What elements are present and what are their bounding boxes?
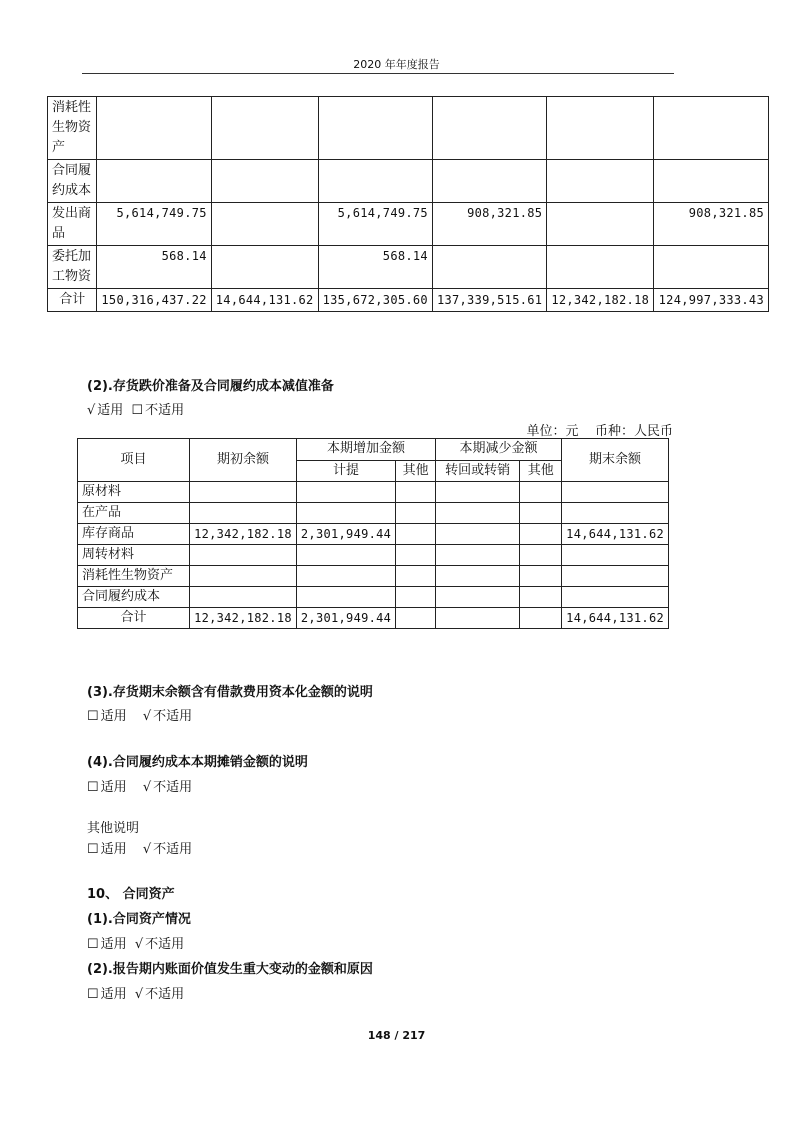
table-cell <box>562 545 669 566</box>
table-cell <box>211 203 318 246</box>
applicability-line <box>87 399 184 418</box>
table-cell <box>211 160 318 203</box>
subsection-heading: (1).合同资产情况 <box>87 912 191 927</box>
table-cell <box>396 545 436 566</box>
table-cell <box>190 482 297 503</box>
table-cell: 14,644,131.62 <box>562 524 669 545</box>
table-cell <box>97 160 211 203</box>
table-cell <box>520 482 562 503</box>
table-cell: 5,614,749.75 <box>97 203 211 246</box>
table-row <box>48 160 769 203</box>
table-row <box>78 482 669 503</box>
applicability-line <box>87 838 192 857</box>
table-cell: 908,321.85 <box>654 203 769 246</box>
table-cell <box>436 503 520 524</box>
section-heading: (4).合同履约成本本期摊销金额的说明 <box>87 755 308 770</box>
applicable-label: 适用 <box>100 987 127 1002</box>
table-cell: 908,321.85 <box>432 203 546 246</box>
table-cell: 568.14 <box>97 246 211 289</box>
table-cell <box>296 545 395 566</box>
column-header: 项目 <box>78 439 190 482</box>
table-row-total <box>78 608 669 629</box>
empty-checkbox-icon: ☐ <box>87 780 99 795</box>
table-cell: 2,301,949.44 <box>296 524 395 545</box>
impairment-provision-table <box>77 438 669 629</box>
header-divider <box>82 73 674 74</box>
applicability-line <box>87 933 184 952</box>
table-cell <box>520 566 562 587</box>
table-cell: 5,614,749.75 <box>318 203 432 246</box>
table-cell <box>547 203 654 246</box>
applicability-line <box>87 983 184 1002</box>
applicable-label: 适用 <box>100 780 127 795</box>
unit-currency-line: 单位：元 币种：人民币 <box>526 424 673 439</box>
table-cell: 150,316,437.22 <box>97 289 211 312</box>
not-applicable-label: 不适用 <box>145 937 185 952</box>
row-label: 合计 <box>78 608 190 629</box>
table-cell <box>520 587 562 608</box>
table-cell <box>436 608 520 629</box>
row-label: 周转材料 <box>78 545 190 566</box>
table-cell <box>432 160 546 203</box>
table-cell <box>432 97 546 160</box>
table-cell <box>296 566 395 587</box>
page-number: 148 / 217 <box>367 1029 426 1042</box>
not-applicable-label: 不适用 <box>145 403 185 418</box>
table-row <box>48 203 769 246</box>
table-row <box>78 566 669 587</box>
subsection-heading: (2).报告期内账面价值发生重大变动的金额和原因 <box>87 962 373 977</box>
table-cell: 14,644,131.62 <box>211 289 318 312</box>
empty-checkbox-icon: ☐ <box>87 842 99 857</box>
other-notes-label: 其他说明 <box>87 821 140 836</box>
table-cell <box>318 97 432 160</box>
table-cell <box>190 545 297 566</box>
inventory-balance-table <box>47 96 769 312</box>
table-row <box>78 503 669 524</box>
applicability-line <box>87 705 192 724</box>
table-cell <box>520 503 562 524</box>
table-row <box>78 545 669 566</box>
table-cell <box>436 587 520 608</box>
row-label: 消耗性生物资产 <box>78 566 190 587</box>
table-cell <box>654 160 769 203</box>
column-header: 本期增加金额 <box>296 439 435 461</box>
table-cell <box>547 160 654 203</box>
table-cell: 137,339,515.61 <box>432 289 546 312</box>
column-header: 计提 <box>296 460 395 482</box>
table-row <box>78 524 669 545</box>
column-header: 其他 <box>520 460 562 482</box>
table-cell <box>547 246 654 289</box>
row-label: 在产品 <box>78 503 190 524</box>
applicable-label: 适用 <box>97 403 124 418</box>
applicable-label: 适用 <box>100 842 127 857</box>
check-mark-icon: √ <box>142 709 152 724</box>
not-applicable-label: 不适用 <box>153 842 193 857</box>
table-row-total <box>48 289 769 312</box>
section-heading: (3).存货期末余额含有借款费用资本化金额的说明 <box>87 685 373 700</box>
row-label: 合同履约成本 <box>48 160 97 203</box>
table-cell <box>562 503 669 524</box>
table-cell <box>296 587 395 608</box>
table-cell <box>396 608 436 629</box>
table-cell <box>520 524 562 545</box>
row-label: 合同履约成本 <box>78 587 190 608</box>
not-applicable-label: 不适用 <box>145 987 185 1002</box>
section-heading: (2).存货跌价准备及合同履约成本减值准备 <box>87 379 334 394</box>
table-cell <box>432 246 546 289</box>
not-applicable-label: 不适用 <box>153 709 193 724</box>
check-mark-icon: √ <box>134 987 144 1002</box>
table-cell: 12,342,182.18 <box>547 289 654 312</box>
report-header-title: 2020 年年度报告 <box>353 58 440 71</box>
row-label: 原材料 <box>78 482 190 503</box>
row-label: 消耗性生物资产 <box>48 97 97 160</box>
table-cell <box>547 97 654 160</box>
table-cell <box>562 566 669 587</box>
check-mark-icon: √ <box>87 403 96 418</box>
table-cell <box>436 482 520 503</box>
column-header: 其他 <box>396 460 436 482</box>
table-cell <box>562 482 669 503</box>
table-cell <box>654 246 769 289</box>
section-heading: 10、 合同资产 <box>87 887 175 902</box>
table-cell: 124,997,333.43 <box>654 289 769 312</box>
table-cell <box>396 566 436 587</box>
check-mark-icon: √ <box>142 842 152 857</box>
empty-checkbox-icon: ☐ <box>87 709 99 724</box>
table-cell <box>211 246 318 289</box>
table-row <box>78 587 669 608</box>
table-cell <box>396 524 436 545</box>
table-cell: 135,672,305.60 <box>318 289 432 312</box>
table-cell <box>396 503 436 524</box>
table-cell: 12,342,182.18 <box>190 524 297 545</box>
empty-checkbox-icon: ☐ <box>131 403 144 418</box>
table-cell <box>190 503 297 524</box>
table-cell <box>436 545 520 566</box>
table-cell <box>436 566 520 587</box>
table-row <box>48 97 769 160</box>
applicability-line <box>87 776 192 795</box>
table-cell <box>520 545 562 566</box>
table-header-row <box>78 439 669 461</box>
table-cell: 568.14 <box>318 246 432 289</box>
column-header: 本期减少金额 <box>436 439 562 461</box>
table-cell <box>97 97 211 160</box>
table-cell <box>562 587 669 608</box>
empty-checkbox-icon: ☐ <box>87 937 99 952</box>
table-cell <box>296 482 395 503</box>
check-mark-icon: √ <box>134 937 144 952</box>
row-label: 委托加工物资 <box>48 246 97 289</box>
table-cell <box>654 97 769 160</box>
table-cell <box>520 608 562 629</box>
row-label: 库存商品 <box>78 524 190 545</box>
table-cell: 2,301,949.44 <box>296 608 395 629</box>
table-row <box>48 246 769 289</box>
table-cell <box>436 524 520 545</box>
table-cell: 14,644,131.62 <box>562 608 669 629</box>
table-cell <box>396 587 436 608</box>
table-cell: 12,342,182.18 <box>190 608 297 629</box>
empty-checkbox-icon: ☐ <box>87 987 99 1002</box>
column-header: 期末余额 <box>562 439 669 482</box>
column-header: 转回或转销 <box>436 460 520 482</box>
applicable-label: 适用 <box>100 937 127 952</box>
table-cell <box>211 97 318 160</box>
table-cell <box>190 566 297 587</box>
not-applicable-label: 不适用 <box>153 780 193 795</box>
applicable-label: 适用 <box>100 709 127 724</box>
check-mark-icon: √ <box>142 780 152 795</box>
table-cell <box>318 160 432 203</box>
table-cell <box>296 503 395 524</box>
row-label: 发出商品 <box>48 203 97 246</box>
row-label: 合计 <box>48 289 97 312</box>
column-header: 期初余额 <box>190 439 297 482</box>
table-cell <box>396 482 436 503</box>
table-cell <box>190 587 297 608</box>
